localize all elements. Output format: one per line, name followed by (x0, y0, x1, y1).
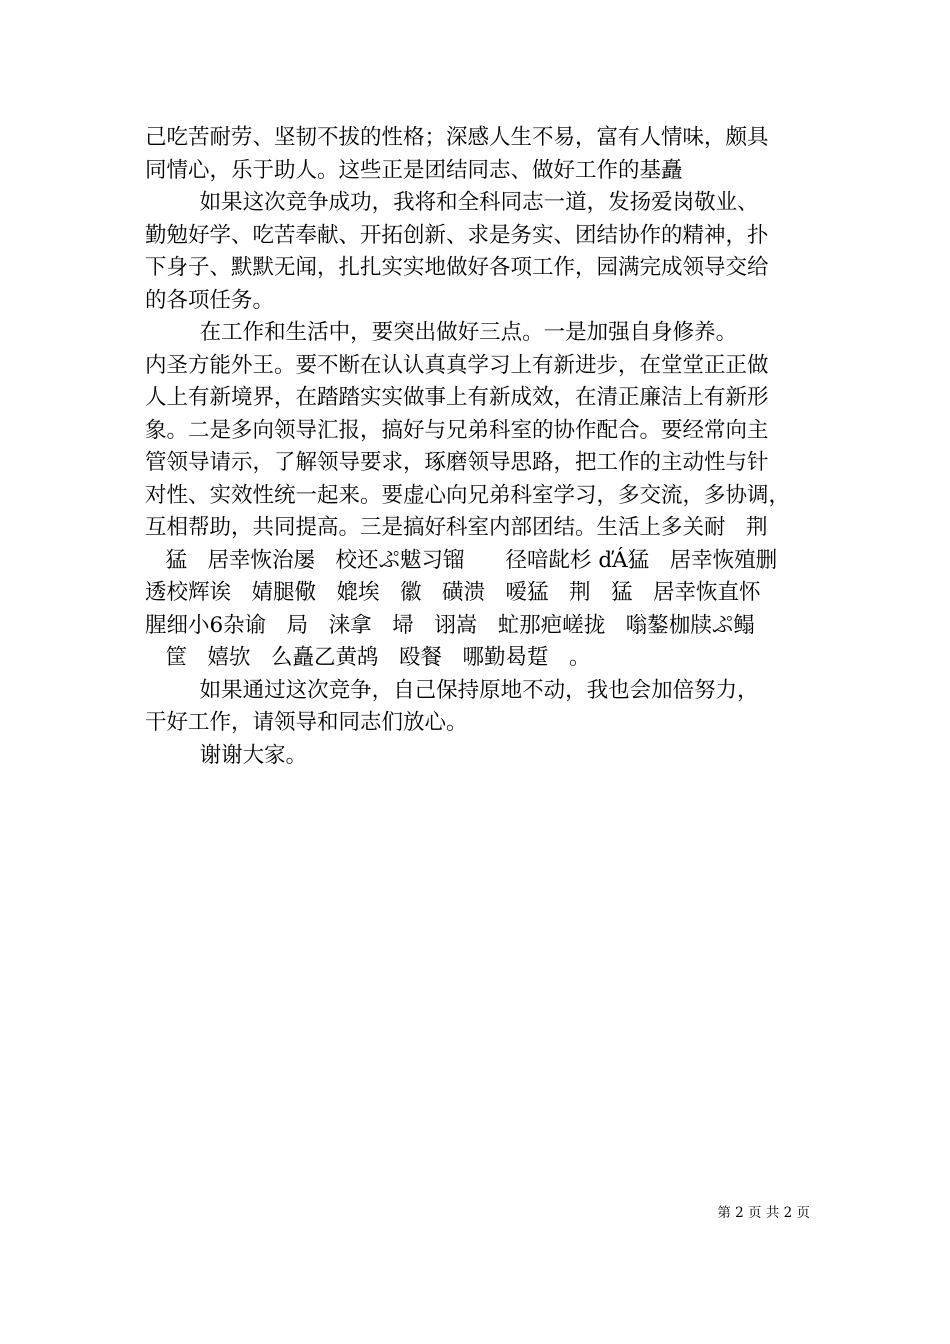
text-line: 互相帮助，共同提高。三是搞好科室内部团结。生活上多关耐 荆 (145, 515, 768, 540)
text-line: 勤勉好学、吃苦奉献、开拓创新、求是务实、团结协作的精神，扑 (145, 222, 769, 248)
text-line: 猛 居幸恢治屡 校还ぷ魃习镏 径喑龀杉 ďÁ猛 居幸恢殖删 (145, 547, 778, 573)
text-line: 如果通过这次竞争，自己保持原地不动，我也会加倍努力， (145, 677, 759, 703)
text-line: 对性、实效性统一起来。要虚心向兄弟科室学习，多交流，多协调， (145, 482, 791, 508)
text-line: 管领导请示，了解领导要求，琢磨领导思路，把工作的主动性与针 (145, 450, 769, 475)
text-line: 下身子、默默无闻，扎扎实实地做好各项工作，园满完成领导交给 (145, 255, 769, 280)
text-line: 己吃苦耐劳、坚韧不拔的性格；深感人生不易，富有人情味，颇具 (145, 125, 769, 150)
text-line: 内圣方能外王。要不断在认认真真学习上有新进步，在堂堂正正做 (145, 352, 769, 378)
text-line: 干好工作，请领导和同志们放心。 (145, 710, 468, 735)
text-line: 的各项任务。 (145, 287, 275, 313)
page-number-footer: 第 2 页 共 2 页 (717, 1205, 810, 1221)
text-line: 透校辉诶 婧腿儆 媲埃 徽 磺溃 嗳猛 荆 猛 居幸恢直怀 (145, 580, 761, 605)
text-line: 人上有新境界，在踏踏实实做事上有新成效，在清正廉洁上有新形 (145, 385, 769, 410)
text-line: 筐 嬉欤 么矗乙黄鸪 殴餐 哪勤曷踅 。 (145, 645, 591, 670)
text-line: 在工作和生活中，要突出做好三点。一是加强自身修养。 (145, 320, 738, 345)
text-line: 谢谢大家。 (145, 742, 308, 768)
text-line: 腥细小6杂谕 局 涞拿 埽 诩嵩 虻那疤嵯拢 嗡鏊枷牍ぷ鳎 (145, 612, 755, 638)
text-line: 如果这次竞争成功，我将和全科同志一道，发扬爱岗敬业、 (145, 190, 759, 215)
text-line: 同情心，乐于助人。这些正是团结同志、做好工作的基矗 (145, 157, 683, 183)
document-body (145, 122, 815, 772)
text-line: 象。二是多向领导汇报，搞好与兄弟科室的协作配合。要经常向主 (145, 417, 769, 443)
